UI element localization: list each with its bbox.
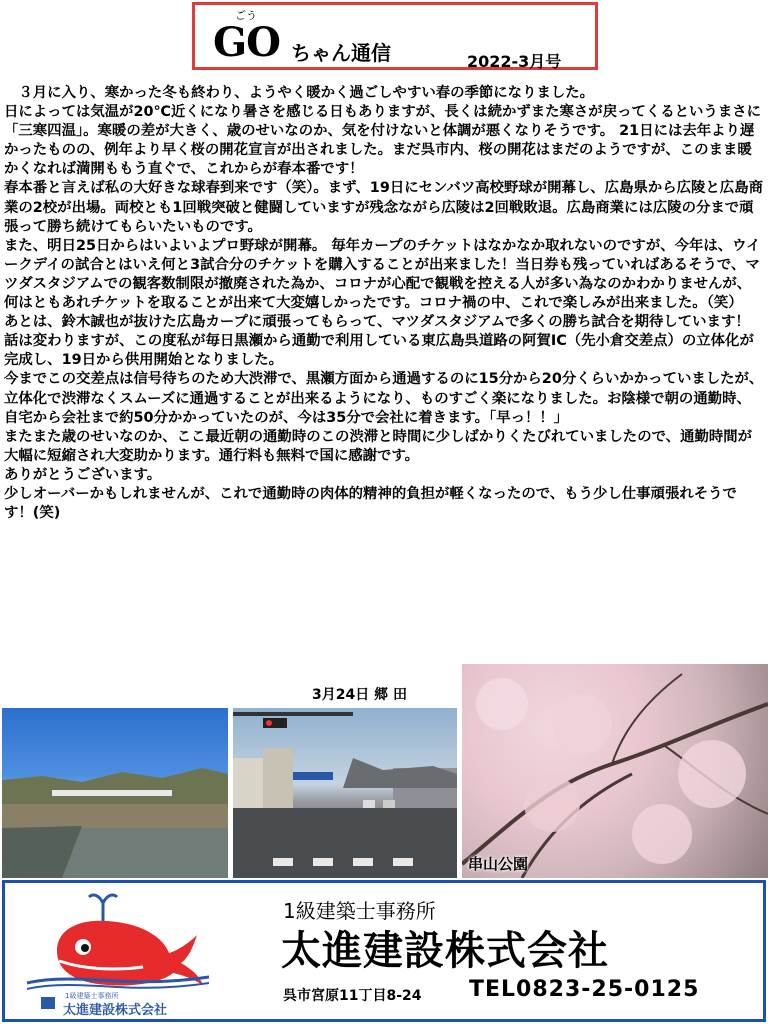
intersection-scene (233, 708, 457, 878)
author-byline: 3月24日 郷 田 (312, 687, 407, 703)
article-paragraph: 少しオーバーかもしれませんが、これで通勤時の肉体的精神的負担が軽くなったので、もう少し仕事頑張れそうです！(笑) (4, 485, 737, 522)
header-ruby: ごう (235, 9, 257, 22)
article-paragraph: 今までこの交差点は信号待ちのため大渋滞で、黒瀬方面から通過するのに15分から20分くらいかかっていましたが、立体化で渋滞なくスムーズに通過することが出来るようになり、ものすごく楽になりました。お陰様で朝の通勤時、自宅から会社まで約50分かかっていたのが、今は35分で会社に着きます。「早っ！！」 (4, 371, 764, 426)
photo-riverside (2, 708, 228, 878)
header-title: ちゃん通信 (291, 41, 391, 65)
article-paragraph: またまた歳のせいなのか、ここ最近朝の通勤時のこの渋滞と時間に少しばかりくたびれていましたので、通勤時間が大幅に短縮され大変助かります。通行料も無料で国に感謝です。 (4, 428, 753, 464)
footer-telephone: TEL0823-25-0125 (469, 977, 700, 1002)
article-paragraph: ありがとうございます。 (4, 466, 162, 483)
photo-intersection (233, 708, 457, 878)
sakura-branches (462, 664, 768, 878)
riverside-scene (2, 708, 228, 878)
header-issue: 2022-3月号 (467, 52, 562, 71)
company-footer (2, 880, 766, 1022)
photo-sakura (462, 664, 768, 878)
article-paragraph: 春本番と言えば私の大好きな球春到来です（笑）。まず、19日にセンバツ高校野球が開幕し、広島県から広陵と広島商業の2校が出場。両校とも1回戦突破と健闘していますが残念ながら広陵は2回戦敗退。広島商業には広陵の分まで頑張って勝ち続けてもらいたいものです。 (4, 180, 763, 235)
article-paragraph: 話は変わりますが、この度私が毎日黒瀬から通勤で利用している東広島呉道路の阿賀IC（先小倉交差点）の立体化が完成し、19日から供用開始となりました。 (4, 333, 754, 369)
logo-subtitle: 1級建築士事務所 (65, 992, 119, 1000)
footer-company-name: 太進建設株式会社 (281, 928, 609, 974)
newsletter-header (192, 2, 598, 70)
article-paragraph: 日によっては気温が20℃近くになり暑さを感じる日もありますが、長くは続かずまた寒さが戻ってくるというまさに「三寒四温」。寒暖の差が大きく、歳のせいなのか、気を付けないと体調が悪くなりそうです。 21日には去年より遅かったものの、例年より早く桜の開花宣言が出されました。まだ呉市内、桜の開花はまだのようですが、このまま暖かくなれば満開ももう直ぐで、これからが春本番です！ (4, 104, 761, 178)
article-paragraph: あとは、鈴木誠也が抜けた広島カープに頑張ってもらって、マツダスタジアムで多くの勝ち試合を期待しています！ (4, 314, 750, 331)
article-paragraph: また、明日25日からはいよいよプロ野球が開幕。 毎年カープのチケットはなかなか取れないのですが、今年は、ウイークデイの試合とはいえ何と3試合分のチケットを購入することが出来ました！当日券も残っていればあるそうで、マツダスタジアムでの観客数制限が撤廃された為か、コロナが心配で観戦を控える人が多い為なのかわかりませんが、何はともあれチケットを取ることが出来て大変嬉しかったです。コロナ禍の中、これで楽しみが出来ました。（笑） (4, 237, 761, 312)
header-go: GO (213, 19, 281, 66)
article-paragraph: ３月に入り、寒かった冬も終わり、ようやく暖かく過ごしやすい春の季節になりました。 (18, 85, 595, 101)
company-logo (23, 891, 211, 1018)
sakura-caption: 串山公園 (468, 855, 529, 873)
footer-address: 呉市宮原11丁目8-24 (283, 988, 422, 1004)
footer-subtitle: 1級建築士事務所 (283, 899, 436, 923)
article-body (4, 84, 764, 523)
logo-company: 太進建設株式会社 (63, 1003, 168, 1018)
